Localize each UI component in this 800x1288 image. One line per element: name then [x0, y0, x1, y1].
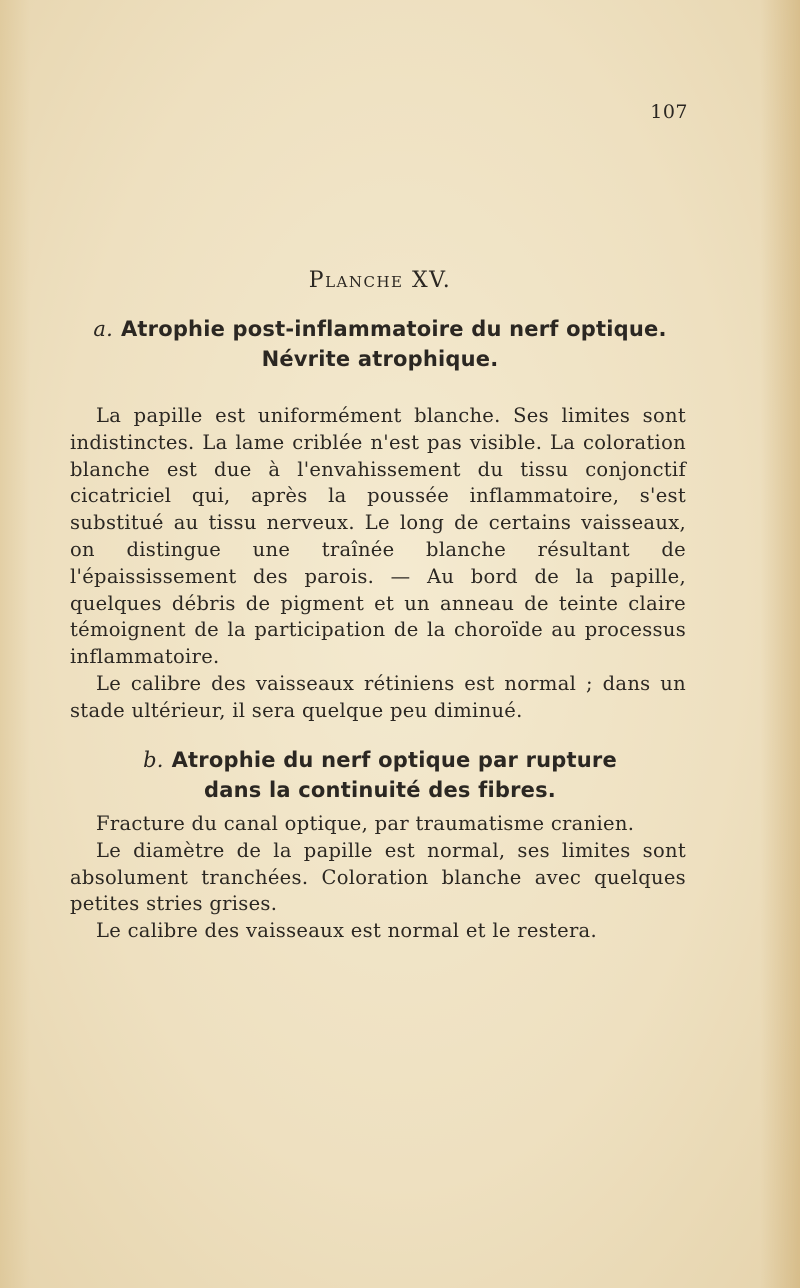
section-b-paragraph-3: Le calibre des vaisseaux est normal et le restera. [96, 919, 597, 943]
section-a-body [70, 403, 686, 725]
plate-title-text: Planche XV. [308, 268, 452, 293]
section-b-letter: b. [143, 748, 164, 772]
section-b-title-line2: dans la continuité des fibres. [204, 778, 556, 802]
section-b-title-line1: Atrophie du nerf optique par rupture [171, 748, 617, 772]
section-a-title-line2: Névrite atrophique. [261, 347, 499, 371]
section-b-paragraph-2: Le diamètre de la papille est normal, ses limites sont absolument tranchées. Coloration blanche avec quelques petites stries grises. [70, 838, 686, 916]
section-a-paragraph-1: La papille est uniformément blanche. Ses limites sont indistinctes. La lame criblée n'est pas visible. La coloration blanche est due à l'envahissement du tissu conjonctif cicatriciel qui, après la poussée inflammatoire, s'est substitué au tissu nerveux. Le long de certains vaisseaux, on distingue une traînée blanche résultant de l'épaississement des parois. — Au bord de la papille, quelques débris de pigment et un anneau de teinte claire témoignent de la participation de la choroïde au processus inflammatoire. [70, 404, 686, 669]
section-b-heading [70, 745, 690, 805]
section-a-paragraph-2: Le calibre des vaisseaux rétiniens est normal ; dans un stade ultérieur, il sera quelque peu diminué. [70, 671, 686, 722]
section-a-letter: a. [93, 317, 113, 341]
section-a-title-line1: Atrophie post-inflammatoire du nerf optique. [120, 317, 667, 341]
page-number: 107 [650, 101, 688, 123]
section-b-body [70, 811, 686, 945]
page-edge-shading-left [0, 0, 30, 1288]
section-a-heading [70, 314, 690, 374]
section-b-paragraph-1: Fracture du canal optique, par traumatisme cranien. [96, 812, 635, 835]
section-a-heading-line1 [70, 314, 690, 344]
plate-title [0, 268, 760, 293]
page-edge-shading-right [760, 0, 800, 1288]
section-b-heading-line1 [70, 745, 690, 775]
